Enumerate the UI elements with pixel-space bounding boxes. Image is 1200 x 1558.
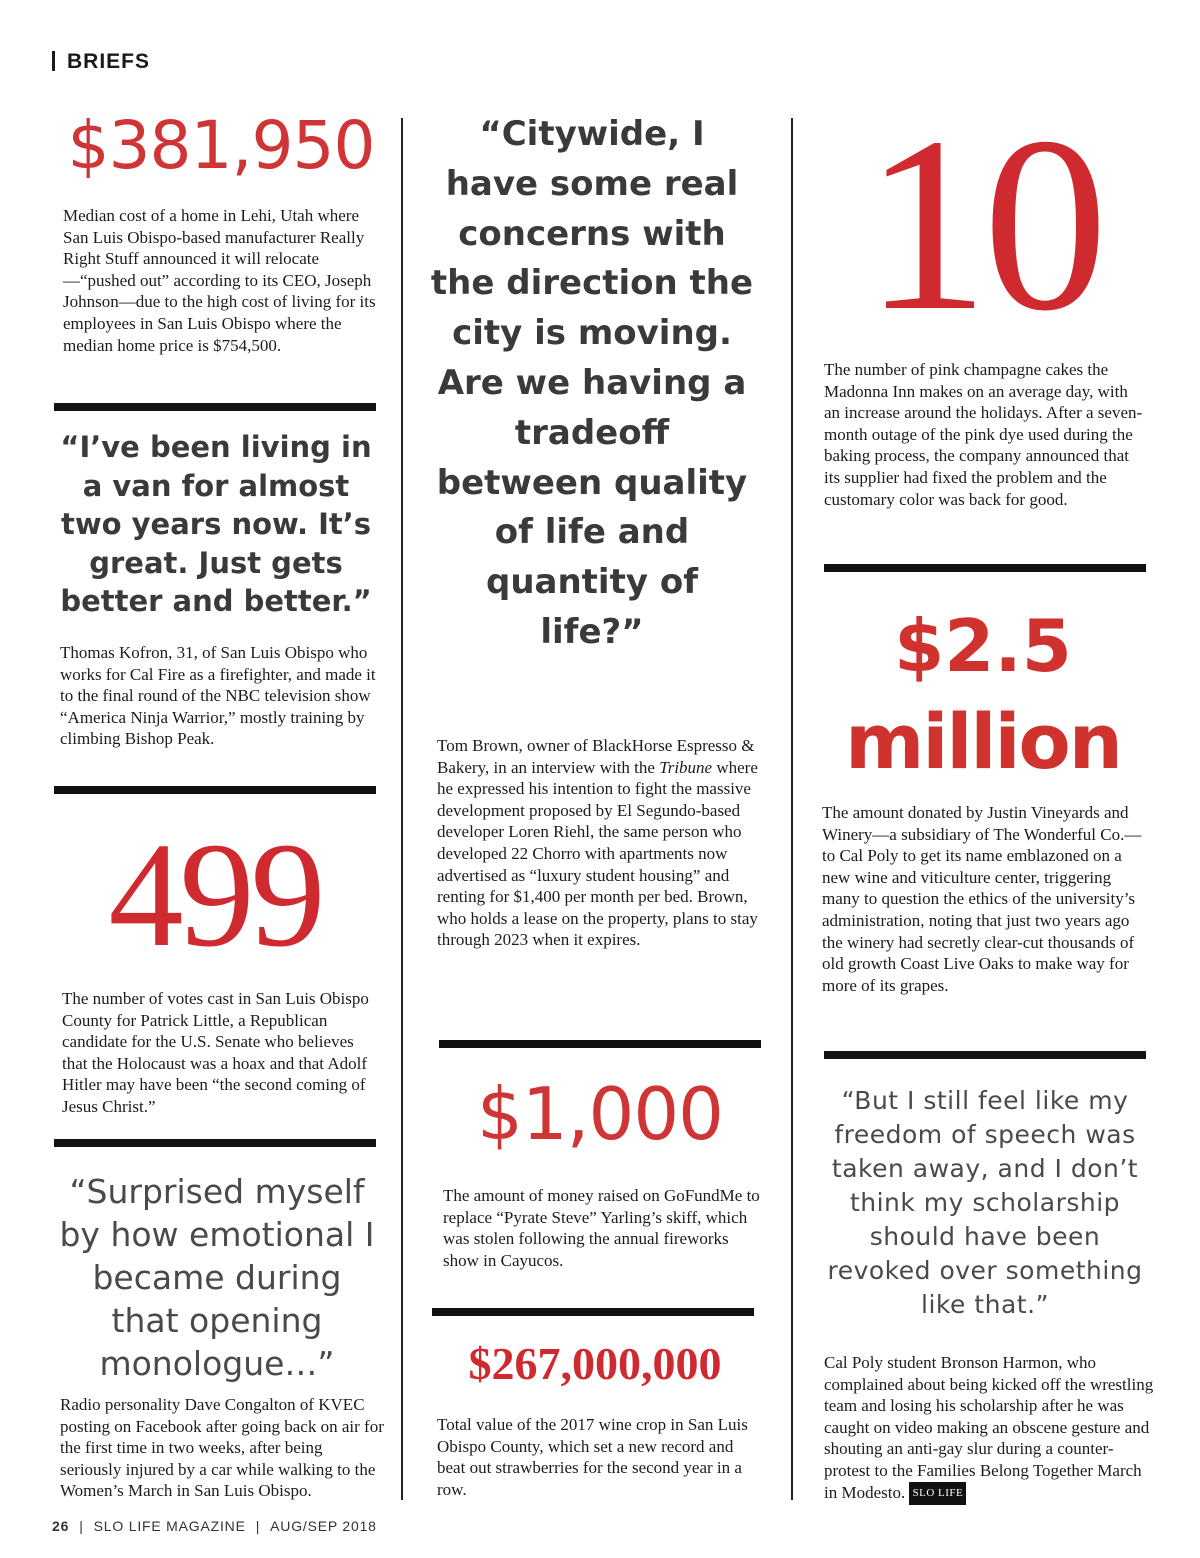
page-footer: 26 | SLO LIFE MAGAZINE | AUG/SEP 2018 xyxy=(52,1518,377,1534)
middle-quote1-text xyxy=(437,735,759,951)
section-bar xyxy=(52,51,55,71)
left-rule-3 xyxy=(54,1139,376,1147)
footer-magazine: SLO LIFE MAGAZINE xyxy=(93,1518,246,1534)
left-stat2-value-wrap xyxy=(54,812,376,978)
middle-stat2-value: $267,000,000 xyxy=(468,1338,722,1389)
right-rule-2 xyxy=(824,1051,1146,1059)
left-rule-2 xyxy=(54,786,376,794)
middle-stat2-value-wrap xyxy=(432,1336,758,1392)
right-stat1-value: 10 xyxy=(864,86,1102,363)
column-divider-1 xyxy=(401,118,403,1500)
right-stat1-value-wrap xyxy=(822,86,1144,363)
middle-stat1-value: $1,000 xyxy=(477,1072,723,1156)
right-quote1-text-body: Cal Poly student Bronson Harmon, who complained about being kicked off the wrestling team and losing his scholarship after he was caught on video making an obscene gesture and shouting an anti-gay slur during a counter-protest to the Families Belong Together March in Modesto. xyxy=(824,1353,1154,1502)
left-stat1-value: $381,950 xyxy=(67,107,375,184)
middle-stat1-text: The amount of money raised on GoFundMe to replace “Pyrate Steve” Yarling’s skiff, which was stolen following the annual fireworks show in Cayucos. xyxy=(443,1186,760,1270)
left-stat1-text: Median cost of a home in Lehi, Utah where San Luis Obispo-based manufacturer Really Right Stuff announced it will relocate—“pushed out” according to its CEO, Joseph Johnson—due to the high cost of living for its employees in San Luis Obispo where the median home price is $754,500. xyxy=(63,206,376,355)
footer-issue: AUG/SEP 2018 xyxy=(270,1518,377,1534)
page-number: 26 xyxy=(52,1518,70,1534)
right-quote1-text xyxy=(824,1352,1154,1505)
right-rule-1 xyxy=(824,564,1146,572)
middle-quote1-text-a: Tom Brown, owner of BlackHorse Espresso & Bakery, in an interview with the xyxy=(437,736,755,777)
left-quote2-text: Radio personality Dave Congalton of KVEC posting on Facebook after going back on air for the first time in two weeks, after being seriously injured by a car while walking to the Women’s March in San Luis Obispo. xyxy=(60,1395,384,1501)
left-stat2-text: The number of votes cast in San Luis Obispo County for Patrick Little, a Republican candidate for the U.S. Senate who believes that the Holocaust was a hoax and that Adolf Hitler may have been “the second coming of Jesus Christ.” xyxy=(62,989,369,1116)
right-stat2-text: The amount donated by Justin Vineyards and Winery—a subsidiary of The Wonderful Co.—to Cal Poly to get its name emblazoned on a new wine and viticulture center, triggering many to question the ethics of the university’s administration, noting that just two years ago the winery had secretly clear-cut thousands of old growth Coast Live Oaks to make way for more of its grapes. xyxy=(822,803,1142,995)
section-title: BRIEFS xyxy=(67,50,151,73)
middle-rule-2 xyxy=(432,1308,754,1316)
end-badge: SLO LIFE xyxy=(909,1482,966,1506)
section-label xyxy=(52,50,150,74)
left-rule-1 xyxy=(54,403,376,411)
left-quote2: “Surprised myself by how emotional I became during that opening monologue…” xyxy=(59,1172,375,1383)
right-stat1-text: The number of pink champagne cakes the Madonna Inn makes on an average day, with an increase around the holidays. After a seven-month outage of the pink dye used during the baking process, the company announced that its supplier had fixed the problem and the customary color was back for good. xyxy=(824,360,1143,509)
middle-stat1-value-wrap xyxy=(432,1066,768,1162)
middle-quote1-text-b: where he expressed his intention to fight the massive development proposed by El Segundo-based developer Loren Riehl, the same person who developed 22 Chorro with apartments now advertised as “luxury student housing” and renting for $1,400 per month per bed. Brown, who holds a lease on the property, plans to stay through 2023 when it expires. xyxy=(437,757,758,950)
right-stat2-value-line1: $2.5 xyxy=(894,604,1072,688)
middle-stat2-text: Total value of the 2017 wine crop in San Luis Obispo County, which set a new record and beat out strawberries for the second year in a row. xyxy=(437,1415,748,1499)
right-quote1: “But I still feel like my freedom of speech was taken away, and I don’t think my scholarship should have been revoked over something like that.” xyxy=(827,1086,1143,1319)
left-stat1-value-wrap xyxy=(56,106,386,186)
right-stat2-value-line2: million xyxy=(845,697,1121,786)
left-quote1: “I’ve been living in a van for almost two years now. It’s great. Just gets better and better.” xyxy=(60,430,372,618)
middle-quote1: “Citywide, I have some real concerns with the direction the city is moving. Are we having a tradeoff between quality of life and quantity of life?” xyxy=(430,114,754,652)
middle-quote1-text-italic: Tribune xyxy=(659,757,713,777)
left-stat2-value: 499 xyxy=(108,812,322,978)
left-quote1-text: Thomas Kofron, 31, of San Luis Obispo who works for Cal Fire as a firefighter, and made it to the final round of the NBC television show “America Ninja Warrior,” mostly training by climbing Bishop Peak. xyxy=(60,643,376,749)
column-divider-2 xyxy=(791,118,793,1500)
middle-rule-1 xyxy=(439,1040,761,1048)
right-stat2-value-wrap xyxy=(812,600,1154,792)
